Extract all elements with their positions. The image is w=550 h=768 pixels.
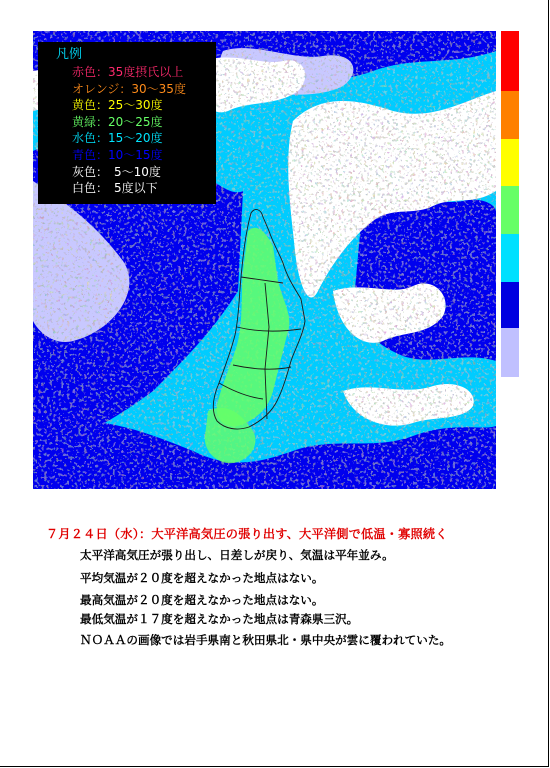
scale-swatch-red <box>501 31 519 91</box>
legend-item-white: 白色： 5度以下 <box>72 181 158 196</box>
color-scale-bar <box>501 31 519 377</box>
legend-item-yellow: 黄色：25～30度 <box>72 98 163 113</box>
body-line-1: 太平洋高気圧が張り出し、日差しが戻り、気温は平年並み。 <box>80 548 394 562</box>
legend-item-blue: 青色：10～15度 <box>72 147 163 162</box>
scale-swatch-orange <box>501 91 519 139</box>
legend-item-yellowgreen: 黄緑：20～25度 <box>72 114 163 129</box>
headline: ７月２４日（水）：大平洋高気圧の張り出す、大平洋側で低温・寡照続く <box>46 527 448 541</box>
legend-item-red: 赤色：35度摂氏以上 <box>72 65 184 79</box>
scale-swatch-lavender <box>501 328 519 377</box>
scale-swatch-green <box>501 186 519 234</box>
body-line-3: 最高気温が２０度を超えなかった地点はない。 <box>80 593 324 607</box>
scale-swatch-cyan <box>501 234 519 282</box>
body-line-4: 最低気温が１７度を超えなかった地点は青森県三沢。 <box>80 612 359 626</box>
scale-swatch-yellow <box>501 139 519 186</box>
legend-box <box>38 42 216 204</box>
scale-swatch-blue <box>501 282 519 328</box>
legend-title: 凡例 <box>56 47 83 62</box>
legend-item-orange: オレンジ：30～35度 <box>72 81 186 96</box>
body-line-5: ＮＯＡＡの画像では岩手県南と秋田県北・県中央が雲に覆われていた。 <box>80 633 452 647</box>
legend-item-cyan: 水色：15～20度 <box>72 131 163 146</box>
legend-item-gray: 灰色： 5～10度 <box>72 164 161 179</box>
body-line-2: 平均気温が２０度を超えなかった地点はない。 <box>80 571 324 585</box>
